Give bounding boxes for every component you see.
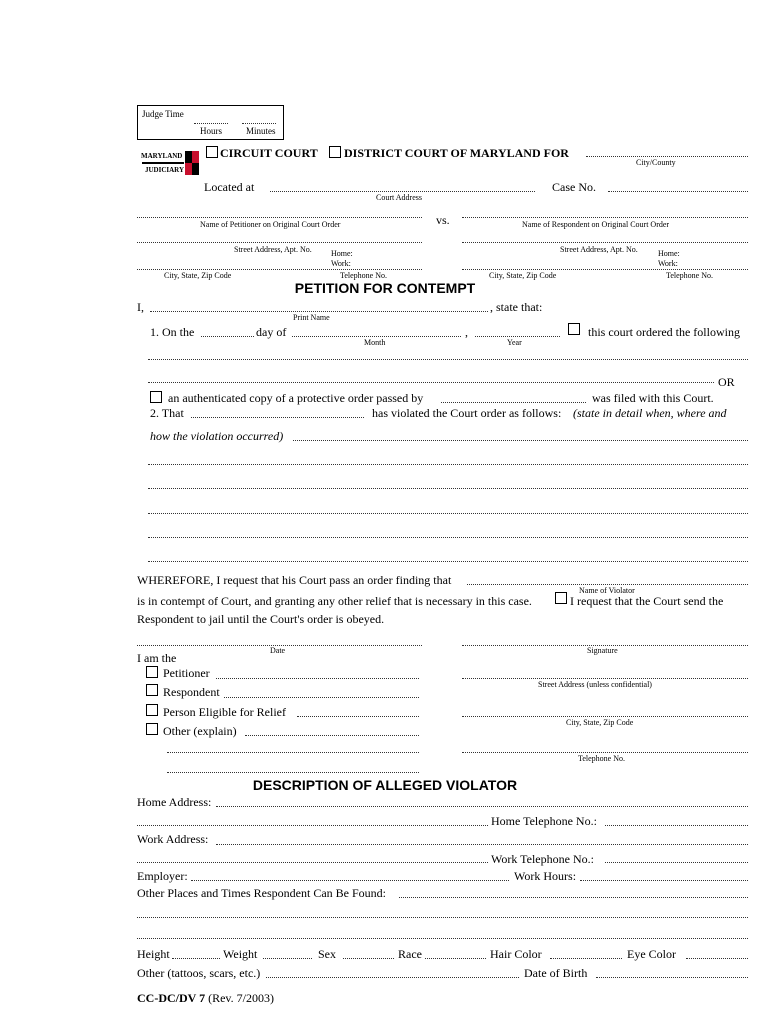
or-label: OR [718,375,735,389]
minutes-line[interactable] [242,123,276,124]
home-address-field[interactable] [216,806,748,807]
street-address-label: Street Address (unless confidential) [538,680,652,689]
other-places-field-2[interactable] [137,917,748,918]
hours-label: Hours [200,126,222,136]
violator-name-field[interactable] [191,417,364,418]
petitioner-city-field[interactable] [137,269,422,270]
violation-line-5[interactable] [148,537,748,538]
date-of-birth-field[interactable] [596,977,748,978]
respondent-city-label: City, State, Zip Code [489,271,557,280]
was-filed-label: was filed with this Court. [592,391,714,405]
work-telephone-field[interactable] [605,862,748,863]
month-field[interactable] [292,336,461,337]
year-field[interactable] [475,336,560,337]
eligible-person-field[interactable] [297,716,419,717]
day-of-label: day of [256,325,287,339]
other-explain-field-2[interactable] [167,752,419,753]
petitioner-role-field[interactable] [216,678,419,679]
home-telephone-field[interactable] [605,825,748,826]
judge-time-box [137,105,284,140]
employer-field[interactable] [191,880,509,881]
hours-line[interactable] [194,123,228,124]
city-county-label: City/County [636,158,676,167]
petitioner-role-label: Petitioner [163,666,210,680]
work-hours-field[interactable] [580,880,748,881]
print-name-field[interactable] [150,311,488,312]
wherefore-line3: Respondent to jail until the Court's order is obeyed. [137,612,385,626]
date-of-birth-label: Date of Birth [524,966,588,980]
logo-text-judiciary: JUDICIARY [145,166,185,174]
vs-label: vs. [436,213,450,227]
race-field[interactable] [425,958,486,959]
home-telephone-label: Home Telephone No.: [491,814,597,828]
petitioner-home-label: Home: [331,249,353,258]
other-places-label: Other Places and Times Respondent Can Be Found: [137,886,386,900]
state-that-label: , state that: [490,300,543,314]
violation-line-3[interactable] [148,488,748,489]
respondent-checkbox[interactable] [146,684,158,696]
employer-label: Employer: [137,869,188,883]
hair-color-field[interactable] [550,958,622,959]
case-no-label: Case No. [552,180,596,194]
court-ordered-checkbox[interactable] [568,323,580,335]
logo-text-maryland: MARYLAND [141,152,183,160]
this-court-ordered-label: this court ordered the following [588,325,740,339]
i-am-the-label: I am the [137,651,177,665]
respondent-telephone-label: Telephone No. [666,271,713,280]
violation-line-6[interactable] [148,561,748,562]
court-address-field[interactable] [270,191,535,192]
sex-field[interactable] [343,958,394,959]
date-label: Date [270,646,286,655]
respondent-street-field[interactable] [462,242,748,243]
respondent-street-label: Street Address, Apt. No. [560,245,638,254]
month-label: Month [364,338,386,347]
passed-by-field[interactable] [441,402,586,403]
work-address-field[interactable] [216,844,748,845]
city-state-zip-label: City, State, Zip Code [566,718,634,727]
order-line-1[interactable] [148,359,748,360]
other-places-field-3[interactable] [137,938,748,939]
wherefore-line1: WHEREFORE, I request that his Court pass an order finding that [137,573,452,587]
home-address-field-2[interactable] [137,825,488,826]
other-marks-label: Other (tattoos, scars, etc.) [137,966,261,980]
work-address-label: Work Address: [137,832,209,846]
eye-color-field[interactable] [686,958,748,959]
signature-label: Signature [587,646,618,655]
petitioner-name-field[interactable] [137,217,422,218]
other-role-checkbox[interactable] [146,723,158,735]
work-hours-label: Work Hours: [514,869,577,883]
weight-field[interactable] [263,958,312,959]
state-detail-label: (state in detail when, where and [573,406,727,420]
form-revision: (Rev. 7/2003) [208,991,274,1005]
description-title: DESCRIPTION OF ALLEGED VIOLATOR [252,777,518,793]
height-field[interactable] [172,958,220,959]
court-address-label: Court Address [376,193,422,202]
respondent-name-field[interactable] [462,217,748,218]
logo-bar [142,162,184,164]
name-of-violator-label: Name of Violator [579,586,635,595]
violation-line-2[interactable] [148,464,748,465]
other-role-label: Other (explain) [163,724,237,738]
hair-color-label: Hair Color [490,947,542,961]
respondent-home-label: Home: [658,249,680,258]
city-state-zip-field[interactable] [462,716,748,717]
respondent-role-field[interactable] [224,697,419,698]
work-address-field-2[interactable] [137,862,488,863]
print-name-label: Print Name [293,313,330,322]
sex-label: Sex [318,947,336,961]
case-no-field[interactable] [608,191,748,192]
respondent-work-label: Work: [658,259,678,268]
name-of-violator-field[interactable] [467,584,748,585]
street-address-field[interactable] [462,678,748,679]
height-label: Height [137,947,170,961]
district-court-checkbox[interactable] [329,146,341,158]
day-field[interactable] [201,336,254,337]
eye-color-label: Eye Color [627,947,676,961]
item1-on-label: 1. On the [150,325,195,339]
petitioner-street-label: Street Address, Apt. No. [234,245,312,254]
weight-label: Weight [223,947,258,961]
how-violation-label: how the violation occurred) [150,429,284,443]
wherefore-line2: is in contempt of Court, and granting any other relief that is necessary in this case. [137,594,532,608]
other-explain-field-3[interactable] [167,772,419,773]
form-title: PETITION FOR CONTEMPT [294,280,476,296]
flag-seal-icon [185,151,199,175]
other-marks-field[interactable] [266,977,519,978]
other-explain-field-1[interactable] [245,735,419,736]
judge-time-label: Judge Time [142,109,184,119]
work-telephone-label: Work Telephone No.: [491,852,594,866]
i-label: I, [137,300,144,314]
city-county-field[interactable] [586,156,748,157]
race-label: Race [398,947,422,961]
home-address-label: Home Address: [137,795,212,809]
respondent-name-label: Name of Respondent on Original Court Order [522,220,670,229]
petitioner-name-label: Name of Petitioner on Original Court Order [200,220,341,229]
petitioner-work-label: Work: [331,259,351,268]
telephone-field[interactable] [462,752,748,753]
jail-request-checkbox[interactable] [555,592,567,604]
violation-line-1[interactable] [293,440,748,441]
authenticated-copy-label: an authenticated copy of a protective order passed by [168,391,424,405]
located-at-label: Located at [204,180,255,194]
petitioner-telephone-label: Telephone No. [340,271,387,280]
circuit-court-label: CIRCUIT COURT [220,146,318,160]
telephone-label: Telephone No. [578,754,625,763]
year-label: Year [507,338,522,347]
petitioner-checkbox[interactable] [146,666,158,678]
form-number: CC-DC/DV 7 [137,991,206,1005]
respondent-city-field[interactable] [462,269,748,270]
petitioner-street-field[interactable] [137,242,422,243]
authenticated-copy-checkbox[interactable] [150,391,162,403]
item2-that-label: 2. That [150,406,184,420]
circuit-court-checkbox[interactable] [206,146,218,158]
violation-line-4[interactable] [148,513,748,514]
comma-label: , [465,325,468,339]
petitioner-city-label: City, State, Zip Code [164,271,232,280]
district-court-label: DISTRICT COURT OF MARYLAND FOR [344,146,569,160]
has-violated-label: has violated the Court order as follows: [372,406,562,420]
request-jail-label: I request that the Court send the [570,594,724,608]
eligible-person-label: Person Eligible for Relief [163,705,286,719]
respondent-role-label: Respondent [163,685,220,699]
maryland-judiciary-logo [140,151,202,177]
eligible-person-checkbox[interactable] [146,704,158,716]
form-footer [137,991,274,1006]
minutes-label: Minutes [246,126,276,136]
order-line-2[interactable] [148,382,714,383]
other-places-field[interactable] [399,897,748,898]
